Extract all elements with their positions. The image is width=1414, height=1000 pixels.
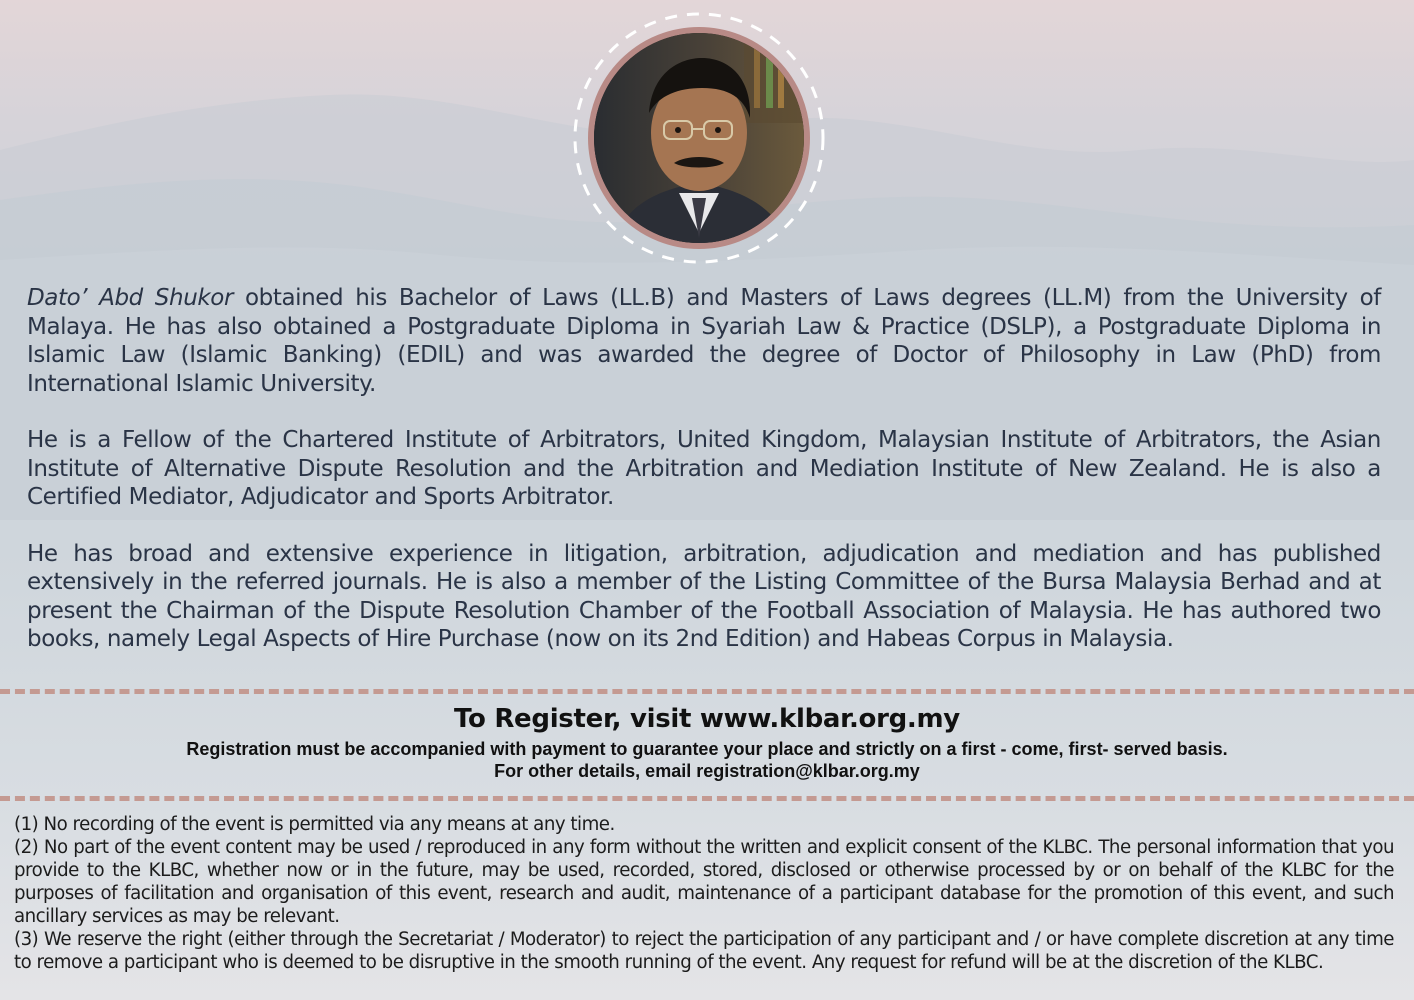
bio-paragraph-2: He is a Fellow of the Chartered Institute of Arbitrators, United Kingdom, Malaysian Institute of Arbitrators, the Asian Institute of Alternative Dispute Resolution and the Arbitration and Mediation Institute of New Zealand. He is also a Certified Mediator, Adjudicator and Sports Arbitrator.	[27, 427, 1381, 510]
divider-top	[0, 689, 1414, 694]
registration-email-line: For other details, email registration@klbar.org.my	[494, 761, 920, 781]
registration-note: Registration must be accompanied with payment to guarantee your place and strictly on a first - come, first- served basis.	[186, 739, 1228, 759]
divider-bottom	[0, 796, 1414, 801]
portrait-photo	[588, 27, 810, 249]
term-item: (1) No recording of the event is permitted via any means at any time.	[14, 814, 615, 835]
register-heading: To Register, visit www.klbar.org.my	[454, 704, 960, 734]
terms-and-conditions	[14, 813, 1394, 974]
speaker-biography	[27, 284, 1381, 682]
bio-paragraph-1	[27, 284, 1381, 398]
speaker-name: Dato’ Abd Shukor	[27, 285, 234, 311]
person-illustration	[594, 33, 804, 243]
term-item: (3) We reserve the right (either through the Secretariat / Moderator) to reject the participation of any participant and / or have complete discretion at any time to remove a participant who is deemed to be disruptive in the smooth running of the event. Any request for refund will be at the discretion of the KLBC.	[14, 929, 1394, 973]
speaker-portrait	[571, 10, 827, 266]
bio-paragraph-1-text: obtained his Bachelor of Laws (LL.B) and Masters of Laws degrees (LL.M) from the University of Malaya. He has also obtained a Postgraduate Diploma in Syariah Law & Practice (DSLP), a Postgraduate Diploma in Islamic Law (Islamic Banking) (EDIL) and was awarded the degree of Doctor of Philosophy in Law (PhD) from International Islamic University.	[27, 285, 1381, 397]
term-item: (2) No part of the event content may be used / reproduced in any form without the written and explicit consent of the KLBC. The personal information that you provide to the KLBC, whether now or in the future, may be used, recorded, stored, disclosed or otherwise processed by or on behalf of the KLBC for the purposes of facilitation and organisation of this event, research and audit, maintenance of a participant database for the promotion of this event, and such ancillary services as may be relevant.	[14, 837, 1394, 927]
bio-paragraph-3: He has broad and extensive experience in litigation, arbitration, adjudication and mediation and has published extensively in the referred journals. He is also a member of the Listing Committee of the Bursa Malaysia Berhad and at present the Chairman of the Dispute Resolution Chamber of the Football Association of Malaysia. He has authored two books, namely Legal Aspects of Hire Purchase (now on its 2nd Edition) and Habeas Corpus in Malaysia.	[27, 540, 1381, 652]
